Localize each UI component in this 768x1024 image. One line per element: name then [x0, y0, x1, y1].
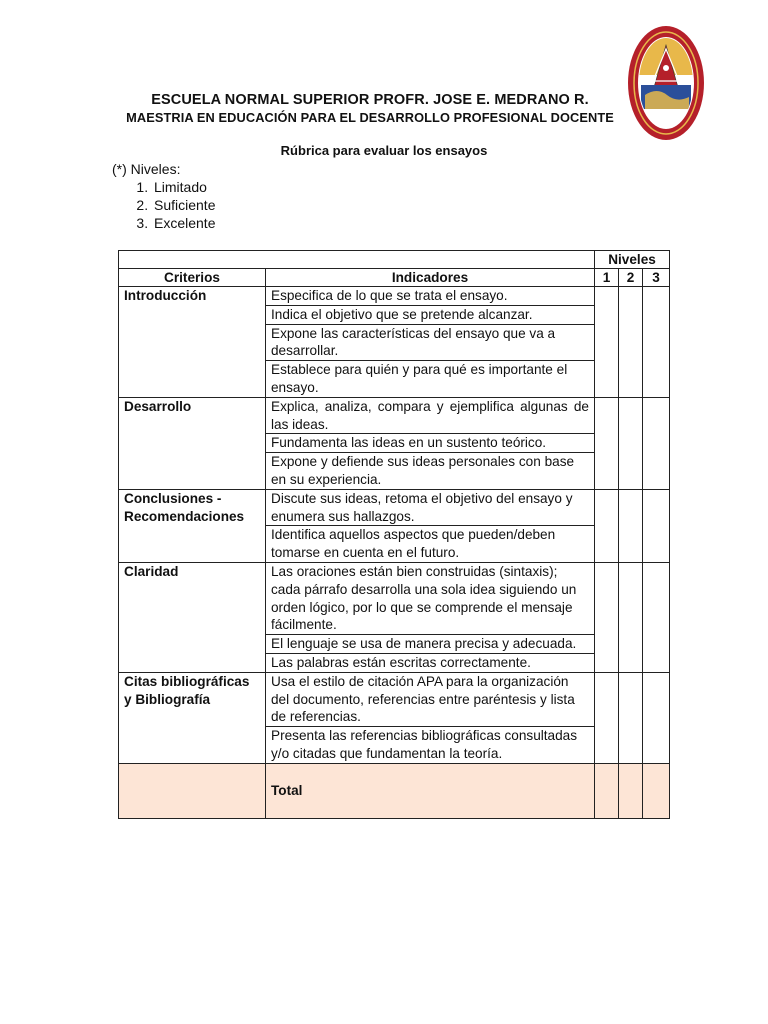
total-level-1-cell — [595, 763, 619, 818]
indicador-cell: Las oraciones están bien construidas (sintaxis); cada párrafo desarrolla una sola idea siguiendo un orden lógico, por lo que se comprende el mensaje fácilmente. — [266, 562, 595, 634]
level-2-header: 2 — [619, 269, 643, 287]
indicador-cell: Fundamenta las ideas en un sustento teórico. — [266, 434, 595, 453]
indicador-cell: Las palabras están escritas correctamente. — [266, 653, 595, 672]
level-2-score-cell — [619, 672, 643, 763]
indicador-cell: Expone las características del ensayo que va a desarrollar. — [266, 324, 595, 361]
level-2-score-cell — [619, 562, 643, 672]
level-2-score-cell — [619, 489, 643, 562]
column-header-row — [119, 269, 670, 287]
level-item: 1. Limitado — [152, 178, 215, 196]
level-3-score-cell — [643, 489, 670, 562]
indicador-cell: El lenguaje se usa de manera precisa y adecuada. — [266, 635, 595, 654]
indicadores-header: Indicadores — [266, 269, 595, 287]
indicador-cell: Usa el estilo de citación APA para la organización del documento, referencias entre paréntesis y lista de referencias. — [266, 672, 595, 726]
level-1-header: 1 — [595, 269, 619, 287]
school-seal-logo — [627, 25, 705, 141]
rubric-row — [119, 397, 670, 434]
level-3-score-cell — [643, 397, 670, 489]
indicador-cell: Indica el objetivo que se pretende alcanzar. — [266, 305, 595, 324]
levels-legend — [112, 160, 215, 232]
level-1-score-cell — [595, 397, 619, 489]
niveles-header: Niveles — [595, 251, 670, 269]
level-3-header: 3 — [643, 269, 670, 287]
level-item: 3. Excelente — [152, 214, 215, 232]
indicador-cell: Discute sus ideas, retoma el objetivo del ensayo y enumera sus hallazgos. — [266, 489, 595, 526]
rubric-row — [119, 562, 670, 634]
indicador-cell: Expone y defiende sus ideas personales con base en su experiencia. — [266, 453, 595, 490]
criterio-cell: Conclusiones - Recomendaciones — [119, 489, 266, 562]
blank-header-cell — [119, 251, 595, 269]
total-label-cell: Total — [266, 763, 595, 818]
criterios-header: Criterios — [119, 269, 266, 287]
total-blank-cell — [119, 763, 266, 818]
level-1-score-cell — [595, 489, 619, 562]
levels-list — [112, 178, 215, 232]
level-1-score-cell — [595, 562, 619, 672]
level-3-score-cell — [643, 672, 670, 763]
indicador-cell: Identifica aquellos aspectos que pueden/deben tomarse en cuenta en el futuro. — [266, 526, 595, 563]
criterio-cell: Claridad — [119, 562, 266, 672]
indicador-cell: Presenta las referencias bibliográficas consultadas y/o citadas que fundamentan la teoría. — [266, 727, 595, 764]
level-2-score-cell — [619, 287, 643, 398]
program-name: MAESTRIA EN EDUCACIÓN PARA EL DESARROLLO PROFESIONAL DOCENTE — [126, 110, 614, 125]
indicador-cell: Establece para quién y para qué es importante el ensayo. — [266, 361, 595, 398]
indicador-cell: Explica, analiza, compara y ejemplifica algunas de las ideas. — [266, 397, 595, 434]
level-1-score-cell — [595, 672, 619, 763]
level-2-score-cell — [619, 397, 643, 489]
levels-heading: (*) Niveles: — [112, 161, 181, 177]
criterio-cell: Desarrollo — [119, 397, 266, 489]
school-name: ESCUELA NORMAL SUPERIOR PROFR. JOSE E. MEDRANO R. — [151, 92, 589, 108]
total-row — [119, 763, 670, 818]
total-level-2-cell — [619, 763, 643, 818]
rubric-row — [119, 489, 670, 526]
level-1-score-cell — [595, 287, 619, 398]
total-level-3-cell — [643, 763, 670, 818]
level-3-score-cell — [643, 562, 670, 672]
criterio-cell: Introducción — [119, 287, 266, 398]
rubric-row — [119, 672, 670, 726]
rubric-row — [119, 287, 670, 306]
criterio-cell: Citas bibliográficas y Bibliografía — [119, 672, 266, 763]
rubric-table — [118, 250, 670, 819]
niveles-header-row — [119, 251, 670, 269]
indicador-cell: Especifica de lo que se trata el ensayo. — [266, 287, 595, 306]
document-title: Rúbrica para evaluar los ensayos — [280, 143, 488, 158]
level-item: 2. Suficiente — [152, 196, 215, 214]
level-3-score-cell — [643, 287, 670, 398]
